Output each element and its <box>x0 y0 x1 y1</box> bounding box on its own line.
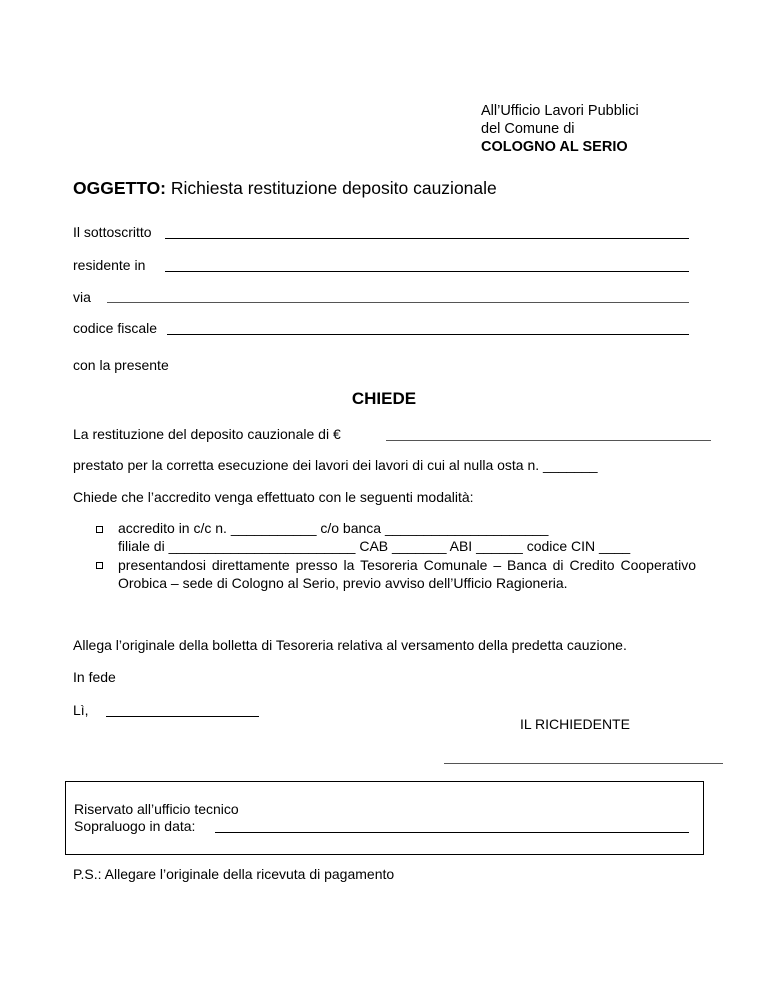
addressee-municipality: COLOGNO AL SERIO <box>481 139 628 155</box>
option-accredito-line2: filiale di ________________________ CAB _______ ABI ______ codice CIN ____ <box>118 538 631 554</box>
subject-text: Richiesta restituzione deposito cauzionale <box>166 178 497 198</box>
addressee-office: All’Ufficio Lavori Pubblici <box>481 103 639 119</box>
codice-fiscale-label: codice fiscale <box>73 320 158 336</box>
sottoscritto-field[interactable] <box>165 238 689 239</box>
via-label: via <box>73 289 91 305</box>
via-field[interactable] <box>107 302 689 303</box>
option-accredito-line1: accredito in c/c n. ___________ c/o banca _____________________ <box>118 520 549 536</box>
addressee-municipality-prefix: del Comune di <box>481 121 575 137</box>
subject-line <box>73 178 497 199</box>
restituzione-amount-field[interactable] <box>386 440 711 441</box>
residente-field[interactable] <box>165 271 689 272</box>
in-fede-text: In fede <box>73 669 116 685</box>
signature-field[interactable] <box>444 763 723 764</box>
codice-fiscale-field[interactable] <box>167 334 689 335</box>
li-label: Lì, <box>73 702 89 718</box>
sopraluogo-date-field[interactable] <box>215 832 689 833</box>
con-la-presente-text: con la presente <box>73 357 169 373</box>
prestato-text: prestato per la corretta esecuzione dei lavori dei lavori di cui al nulla osta n. _______ <box>73 457 598 473</box>
option-tesoreria-text: presentandosi direttamente presso la Tesoreria Comunale – Banca di Credito Cooperativo Orobica – sede di Cologno al Serio, previo avviso dell’Ufficio Ragioneria. <box>118 557 696 591</box>
subject-label: OGGETTO: <box>73 178 167 198</box>
restituzione-label: La restituzione del deposito cauzionale di € <box>73 426 341 442</box>
li-date-field[interactable] <box>106 716 259 717</box>
chiede-heading: CHIEDE <box>351 389 417 408</box>
checkbox-tesoreria[interactable] <box>96 562 103 569</box>
modalita-intro: Chiede che l’accredito venga effettuato con le seguenti modalità: <box>73 489 474 505</box>
allega-text: Allega l’originale della bolletta di Tesoreria relativa al versamento della predetta cauzione. <box>73 637 627 653</box>
riservato-title: Riservato all’ufficio tecnico <box>74 801 239 817</box>
addressee-block <box>481 102 639 156</box>
residente-label: residente in <box>73 257 146 273</box>
checkbox-accredito[interactable] <box>96 526 103 533</box>
richiedente-label: IL RICHIEDENTE <box>520 716 630 732</box>
ps-note: P.S.: Allegare l’originale della ricevuta di pagamento <box>73 866 395 882</box>
sottoscritto-label: Il sottoscritto <box>73 224 152 240</box>
sopraluogo-label: Sopraluogo in data: <box>74 818 196 834</box>
